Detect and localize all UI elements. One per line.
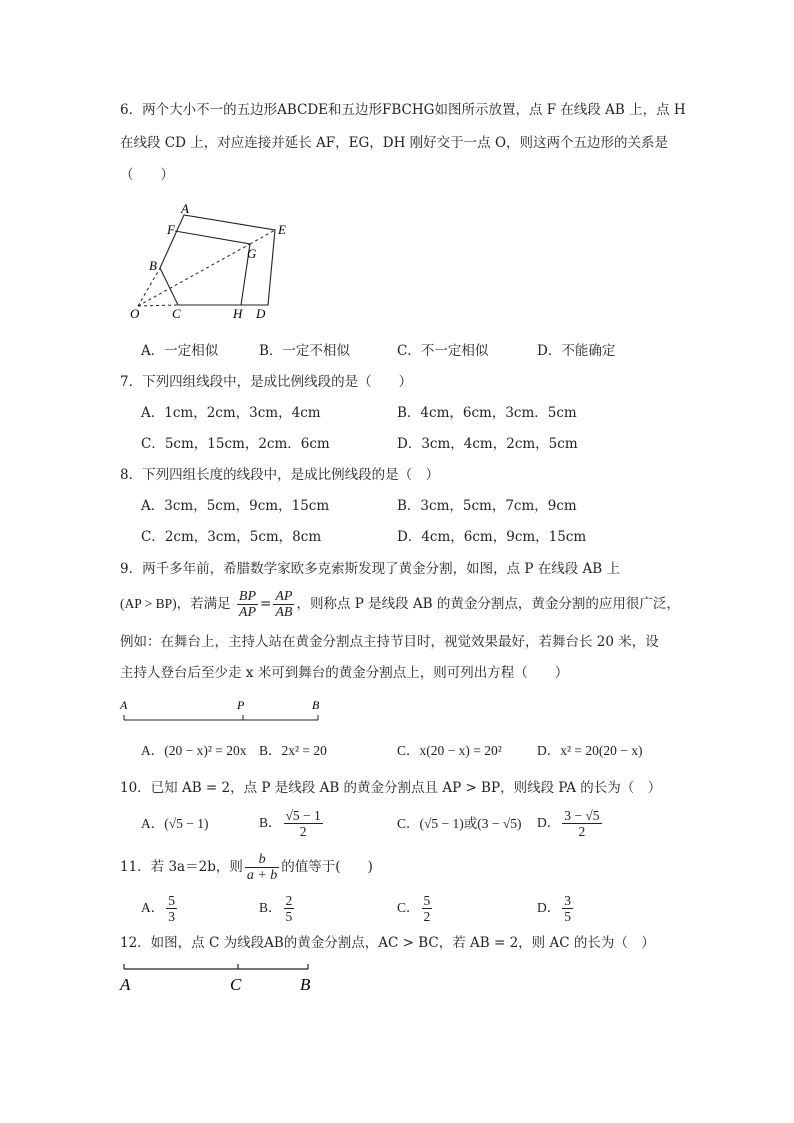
- q7-option-c[interactable]: C．5cm，15cm，2cm．6cm: [141, 436, 330, 452]
- q7-option-a[interactable]: A．1cm，2cm，3cm，4cm: [141, 405, 321, 421]
- q10-option-a[interactable]: A．(√5 − 1): [141, 816, 209, 831]
- svg-text:A: A: [120, 975, 131, 994]
- label-H: H: [233, 306, 243, 321]
- q9-condition: (AP > BP)，若满足: [120, 596, 231, 611]
- q9-stem-line4: 主持人登台后至少走 x 米可到舞台的黄金分割点上，则可列出方程（ ）: [120, 665, 569, 681]
- q9-option-a[interactable]: A．(20 − x)² = 20x: [141, 743, 247, 758]
- q12-segment-figure: [118, 960, 328, 996]
- q9-stem-line1: 9．两千多年前，希腊数学家欧多克索斯发现了黄金分割，如图，点 P 在线段 AB 上: [120, 561, 621, 577]
- q9-fraction-bp-ap: $\frac{BP}{AP}$: [238, 589, 257, 620]
- svg-text:C: C: [230, 975, 242, 994]
- q10-stem: 10．已知 AB = 2，点 P 是线段 AB 的黄金分割点且 AP > BP，则线段 PA 的长为（ ）: [120, 780, 662, 796]
- q9-stem-line2-tail: ，则称点 P 是线段 AB 的黄金分割点，黄金分割的应用很广泛，: [296, 596, 680, 612]
- q11-option-c[interactable]: C． $\frac{5}{2}$: [397, 893, 431, 925]
- q9-stem-line3: 例如：在舞台上，主持人站在黄金分割点主持节目时，视觉效果最好，若舞台长 20 米，设: [120, 634, 659, 650]
- q6-answer-paren: （ ）: [120, 167, 174, 183]
- q7-option-b[interactable]: B．4cm，6cm，3cm．5cm: [397, 405, 577, 421]
- q6-option-a[interactable]: A．一定相似: [141, 343, 219, 359]
- q9-option-d[interactable]: D．x² = 20(20 − x): [537, 743, 643, 758]
- label-F: F: [167, 222, 175, 237]
- q8-option-b[interactable]: B．3cm，5cm，7cm，9cm: [397, 498, 577, 514]
- q8-option-a[interactable]: A．3cm，5cm，9cm，15cm: [141, 498, 330, 514]
- q6-stem-line1: 6．两个大小不一的五边形ABCDE和五边形FBCHG如图所示放置，点 F 在线段 AB 上，点 H: [120, 102, 686, 118]
- svg-text:B: B: [300, 975, 311, 994]
- q11-option-b[interactable]: B． $\frac{2}{5}$: [259, 893, 293, 925]
- label-A: A: [181, 201, 189, 216]
- q10-option-b[interactable]: B． $\frac{√5 - 1}{2}$: [259, 808, 321, 840]
- q9-option-c[interactable]: C．x(20 − x) = 20²: [397, 743, 502, 758]
- q9-fraction-ap-ab: $\frac{AP}{AB}$: [275, 589, 293, 620]
- label-O: O: [130, 306, 140, 321]
- q6-option-b[interactable]: B．一定不相似: [259, 343, 350, 359]
- q8-stem: 8．下列四组长度的线段中，是成比例线段的是（ ）: [120, 467, 440, 483]
- label-C: C: [172, 306, 181, 321]
- svg-text:P: P: [237, 698, 245, 712]
- q10-option-c[interactable]: C．(√5 − 1)或(3 − √5): [397, 816, 522, 831]
- q7-option-d[interactable]: D．3cm，4cm，2cm，5cm: [397, 436, 578, 452]
- q12-stem: 12．如图，点 C 为线段AB的黄金分割点，AC > BC，若 AB = 2，则 AC 的长为（ ）: [120, 935, 655, 951]
- q6-stem-line2: 在线段 CD 上，对应连接并延长 AF，EG，DH 刚好交于一点 O，则这两个五边形的关系是: [120, 135, 669, 151]
- q11-fraction: $\frac{b}{a + b}$: [246, 852, 278, 883]
- label-G: G: [247, 246, 257, 261]
- label-E: E: [278, 222, 286, 237]
- q9-stem-line2: (AP > BP)，若满足 $\frac{BP}{AP}$ = $\frac{AP}{AB}$ ，则称点 P 是线段 AB 的黄金分割点，黄金分割的应用很广泛，: [120, 589, 680, 620]
- q8-option-c[interactable]: C．2cm，3cm，5cm，8cm: [141, 529, 322, 545]
- label-B: B: [149, 258, 157, 273]
- q9-option-b[interactable]: B．2x² = 20: [259, 743, 327, 758]
- svg-text:B: B: [312, 698, 320, 712]
- q9-segment-figure: [118, 694, 328, 726]
- q6-pentagon-figure: [125, 200, 290, 325]
- q7-stem: 7．下列四组线段中，是成比例线段的是（ ）: [120, 374, 413, 390]
- label-D: D: [256, 306, 266, 321]
- q6-option-c[interactable]: C．不一定相似: [397, 343, 489, 359]
- q8-option-d[interactable]: D．4cm，6cm，9cm，15cm: [397, 529, 587, 545]
- q6-option-d[interactable]: D．不能确定: [537, 343, 616, 359]
- q11-option-d[interactable]: D． $\frac{3}{5}$: [537, 893, 571, 925]
- q10-option-d[interactable]: D． $\frac{3 - √5}{2}$: [537, 808, 600, 840]
- q11-stem: 11．若 3a＝2b，则 $\frac{b}{a + b}$ 的值等于( ): [120, 852, 373, 883]
- q11-option-a[interactable]: A． $\frac{5}{3}$: [141, 893, 175, 925]
- svg-text:A: A: [120, 698, 128, 712]
